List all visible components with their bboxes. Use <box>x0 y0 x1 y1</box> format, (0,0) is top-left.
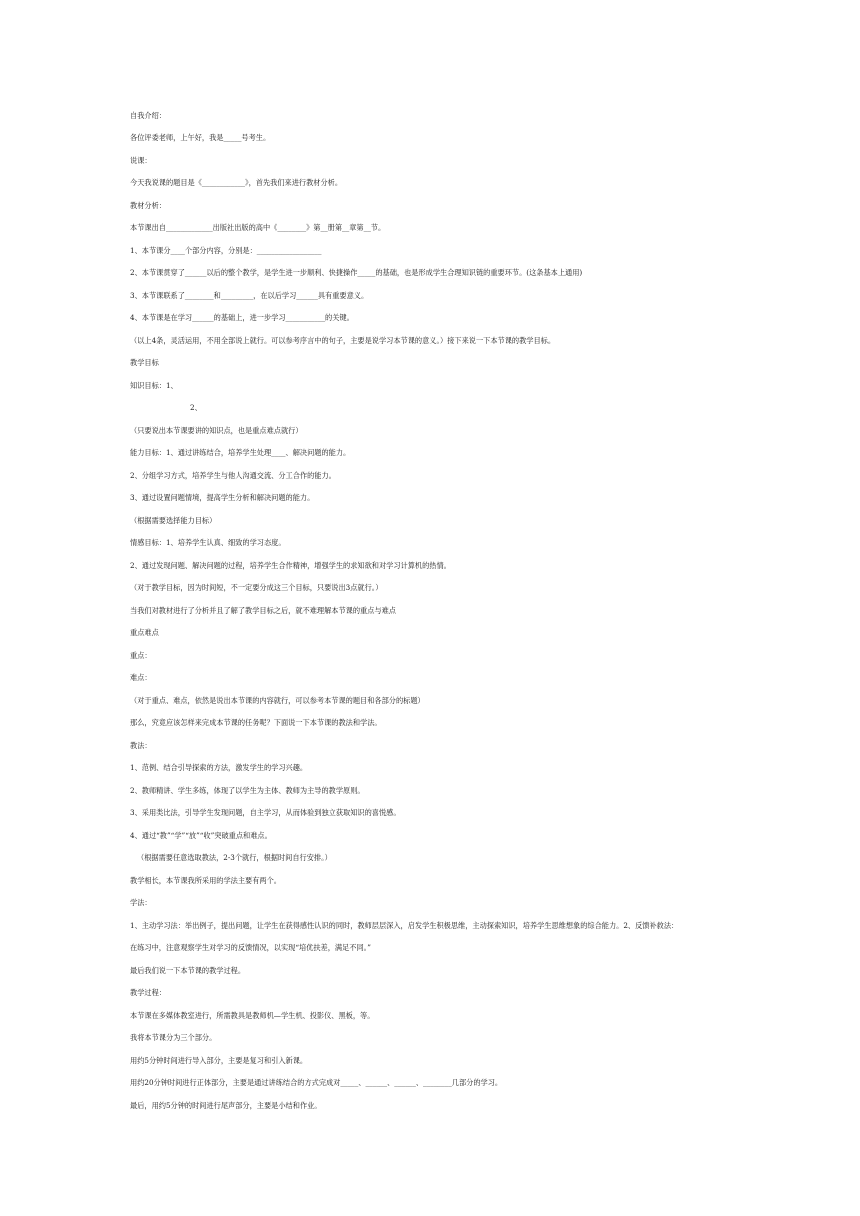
paragraph: 最后我们说一下本节课的教学过程。 <box>130 966 246 975</box>
heading-material-analysis: 教材分析： <box>130 201 166 210</box>
paragraph: 难点： <box>130 673 152 682</box>
note: （根据需要选择能力目标） <box>130 516 217 525</box>
list-item: 2、教师精讲、学生多练，体现了以学生为主体、教师为主导的教学原则。 <box>130 786 365 795</box>
paragraph: 在练习中，注意观察学生对学习的反馈情况，以实现“培优扶差，满足不同。” <box>130 943 371 952</box>
heading-lecture: 说课： <box>130 156 152 165</box>
paragraph: 各位评委老师，上午好，我是_____号考生。 <box>130 133 271 142</box>
paragraph: 今天我说课的题目是《____________》，首先我们来进行教材分析。 <box>130 178 343 187</box>
list-item: 1、主动学习法：举出例子，提出问题，让学生在获得感性认识的同时，教师层层深入，启发学生积极思维，主动探索知识，培养学生思维想象的综合能力。2、反馈补救法： <box>130 921 679 930</box>
paragraph: 教学相长，本节课我所采用的学法主要有两个。 <box>130 876 281 885</box>
list-item: 3、采用类比法，引导学生发现问题，自主学习，从而体验到独立获取知识的喜悦感。 <box>130 808 401 817</box>
paragraph: 最后，用约5分钟的时间进行尾声部分，主要是小结和作业。 <box>130 1101 322 1110</box>
paragraph: 本节课出自_____________出版社出版的高中《________》第__册第__章第__节。 <box>130 223 386 232</box>
list-item: 4、通过“教”“学”“放”“收”突破重点和难点。 <box>130 831 272 840</box>
paragraph: 我将本节课分为三个部分。 <box>130 1033 217 1042</box>
heading-learning-methods: 学法： <box>130 898 152 907</box>
note: （只要说出本节课要讲的知识点，也是重点难点就行） <box>130 426 303 435</box>
note: （以上4条，灵活运用，不用全部说上就行。可以参考序言中的句子，主要是说学习本节课的意义。）接下来说一下本节课的教学目标。 <box>130 336 556 345</box>
list-item: 3、本节课联系了________和_________，在以后学习______具有重要意义。 <box>130 291 369 300</box>
list-item: 知识目标：1、 <box>130 381 178 390</box>
heading-self-intro: 自我介绍： <box>130 111 166 120</box>
note: （对于教学目标，因为时间短，不一定要分成这三个目标，只要说出3点就行。） <box>130 583 383 592</box>
list-item: 1、本节课分____个部分内容，分别是：__________________ <box>130 246 322 255</box>
paragraph: 用约5分钟时间进行导入部分，主要是复习和引入新课。 <box>130 1056 308 1065</box>
note: （对于重点、难点，依然是说出本节课的内容就行，可以参考本节课的题目和各部分的标题） <box>130 696 425 705</box>
paragraph: 当我们对教材进行了分析并且了解了教学目标之后，就不难理解本节课的重点与难点 <box>130 606 396 615</box>
heading-teaching-process: 教学过程： <box>130 988 166 997</box>
list-item: 2、本节课贯穿了______以后的整个教学，是学生进一步顺利、快捷操作_____的基础，也是形成学生合理知识链的重要环节。(这条基本上通用) <box>130 268 583 277</box>
heading-teaching-methods: 教法： <box>130 741 152 750</box>
heading-key-points: 重点难点 <box>130 628 159 637</box>
paragraph: 重点： <box>130 651 152 660</box>
list-item: 3、通过设置问题情境，提高学生分析和解决问题的能力。 <box>130 493 315 502</box>
list-item: 2、 <box>190 403 202 412</box>
list-item: 2、分组学习方式，培养学生与他人沟通交流、分工合作的能力。 <box>130 471 336 480</box>
note: （根据需要任意选取教法，2-3个就行，根据时间自行安排。） <box>137 853 332 862</box>
list-item: 1、范例、结合引导探索的方法，激发学生的学习兴趣。 <box>130 763 308 772</box>
paragraph: 本节课在多媒体教室进行，所需教具是教师机—学生机、投影仪、黑板，等。 <box>130 1011 375 1020</box>
list-item: 4、本节课是在学习______的基础上，进一步学习___________的关键。 <box>130 313 354 322</box>
list-item: 能力目标：1、通过讲练结合，培养学生处理____、解决问题的能力。 <box>130 448 351 457</box>
list-item: 2、通过发现问题、解决问题的过程，培养学生合作精神，增强学生的求知欲和对学习计算机的热情。 <box>130 561 451 570</box>
paragraph: 用约20分钟时间进行正体部分，主要是通过讲练结合的方式完成对_____、______、______、________几部分的学习。 <box>130 1078 503 1087</box>
paragraph: 那么，究竟应该怎样来完成本节课的任务呢？下面说一下本节课的教法和学法。 <box>130 718 382 727</box>
list-item: 情感目标：1、培养学生认真、细致的学习态度。 <box>130 538 286 547</box>
heading-teaching-goals: 教学目标 <box>130 358 159 367</box>
